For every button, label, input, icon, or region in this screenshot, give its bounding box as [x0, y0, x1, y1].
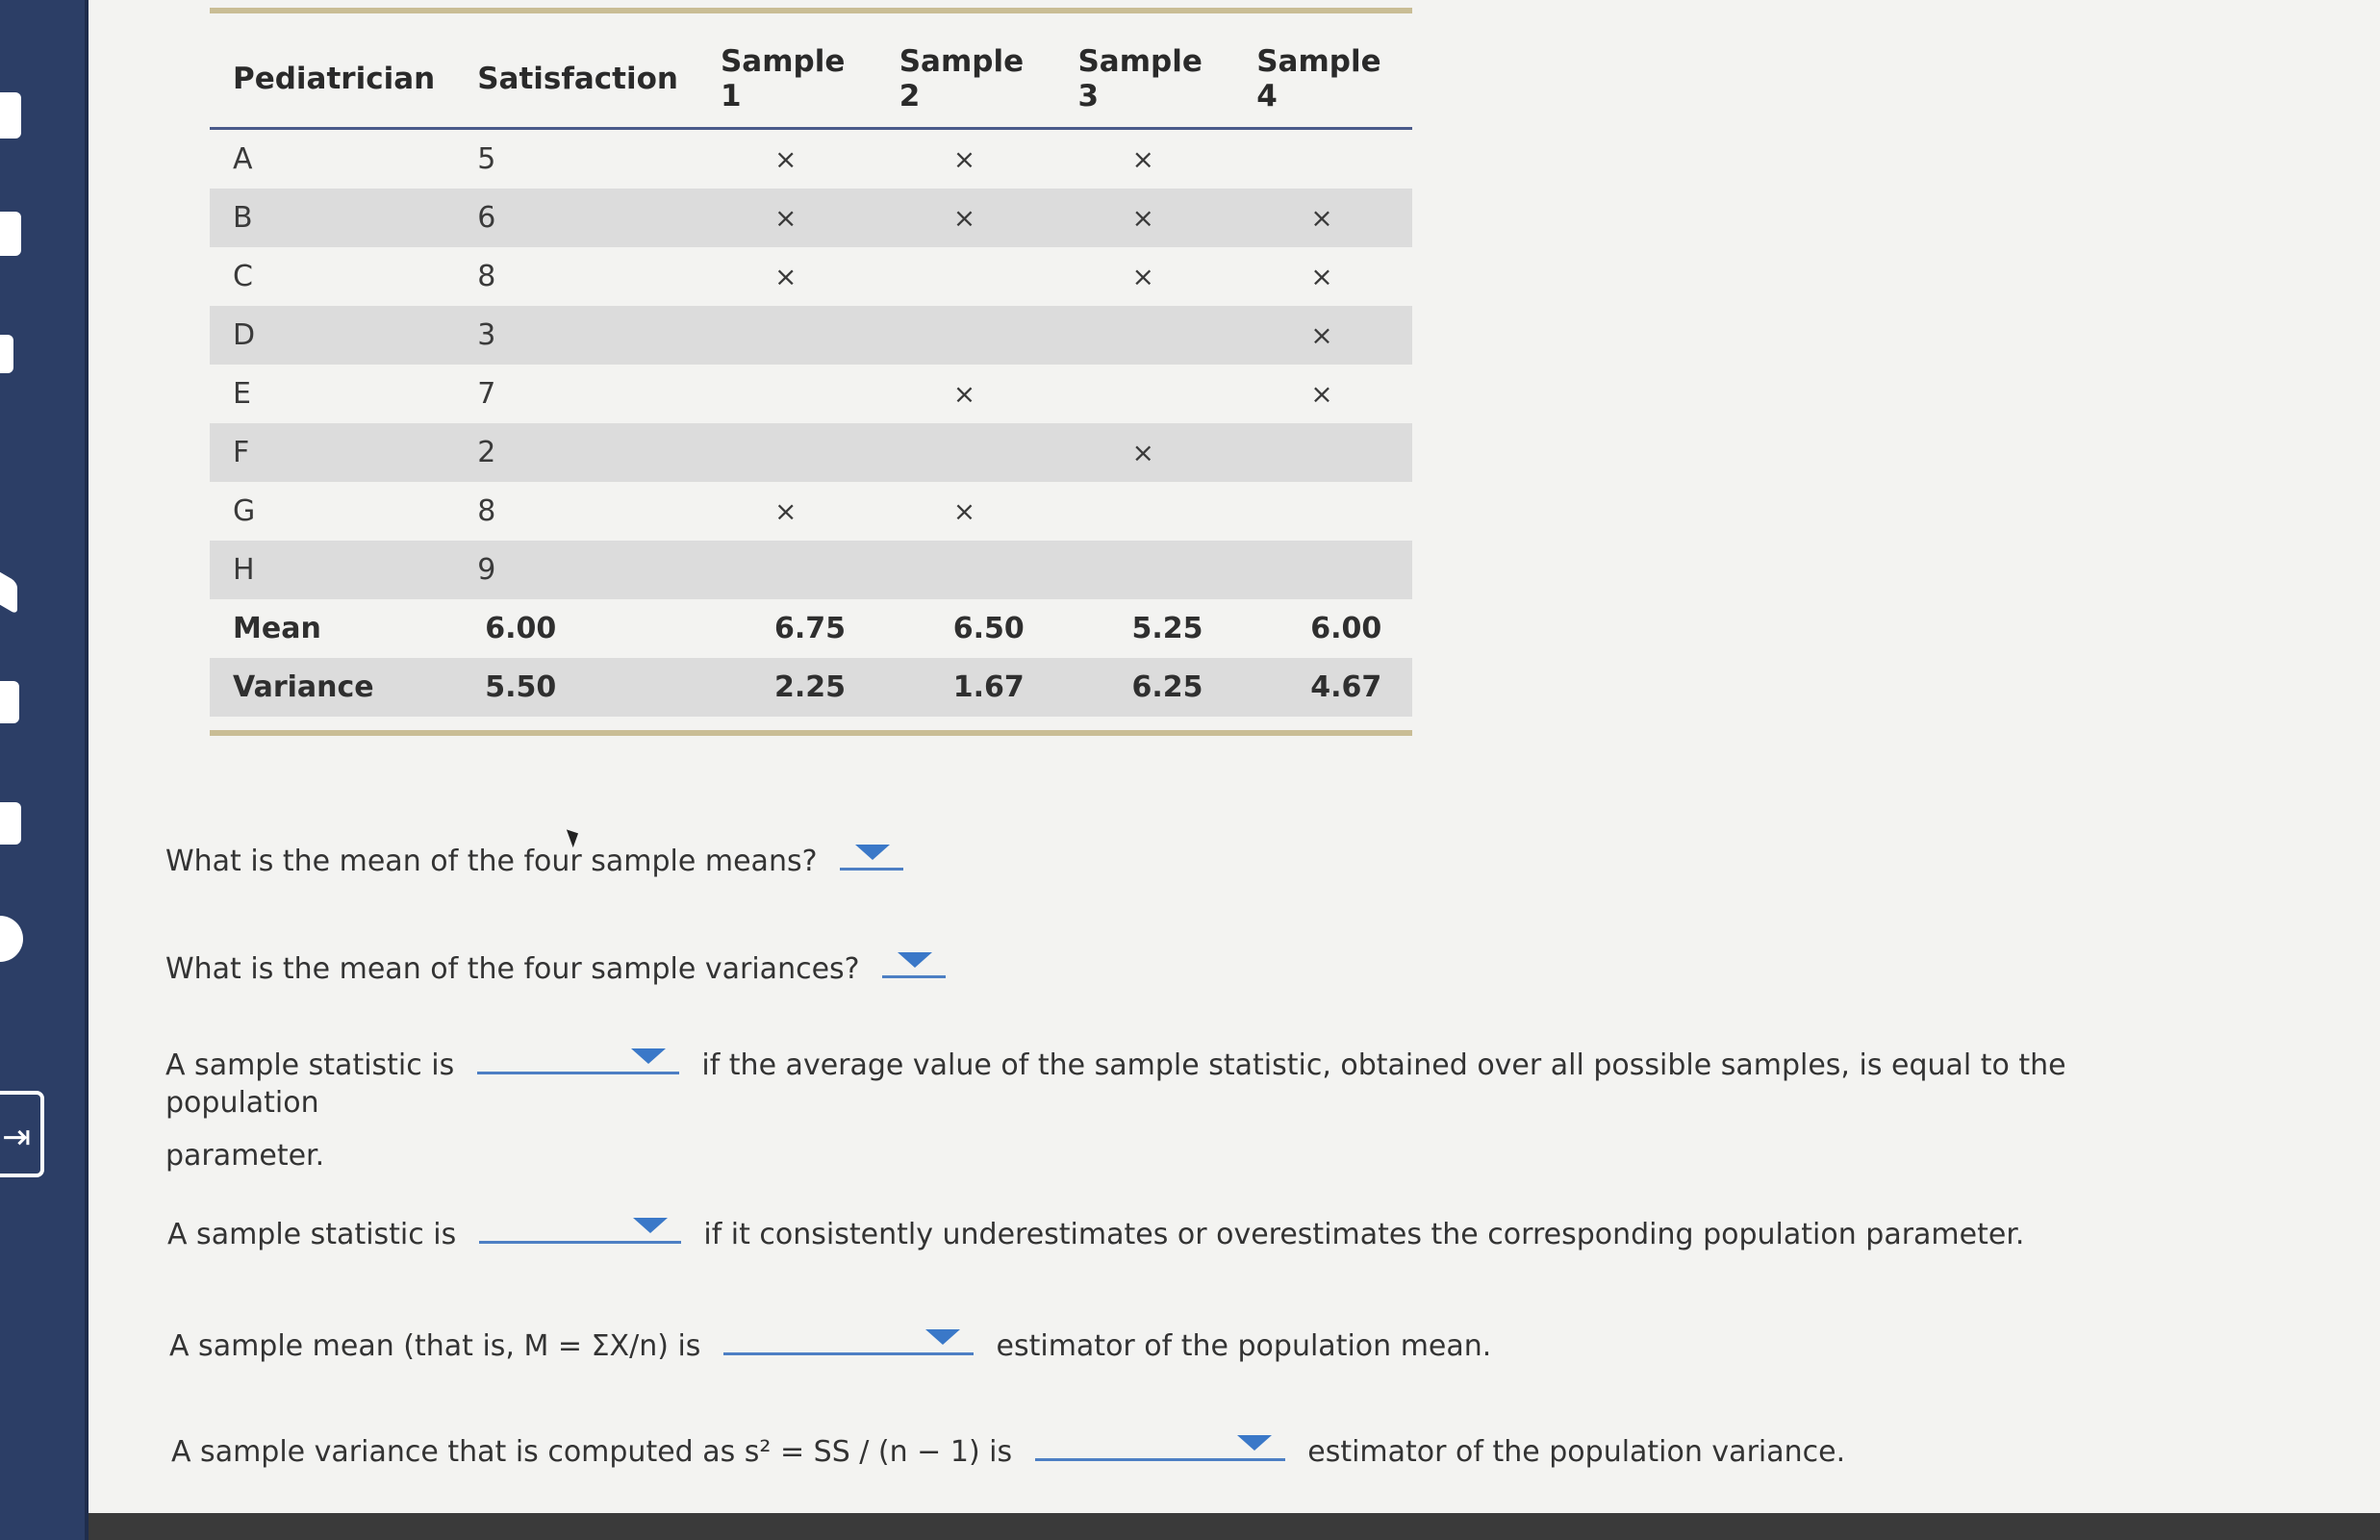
- sample-1-cell: ×: [773, 261, 798, 292]
- sample-4-cell: [1233, 482, 1412, 541]
- question-biased-definition: [167, 1208, 2024, 1253]
- question-text: What is the mean of the four sample variances?: [165, 952, 860, 986]
- left-sidebar: [0, 0, 89, 1540]
- sample-1-cell: ×: [773, 495, 798, 527]
- table-row: [210, 423, 1412, 482]
- question-text-after: estimator of the population variance.: [1307, 1435, 1846, 1469]
- column-header: Sample 3: [1054, 35, 1233, 129]
- share-icon[interactable]: [0, 681, 19, 723]
- sample-mean-estimator-dropdown[interactable]: [723, 1320, 974, 1355]
- summary-label: Variance: [210, 658, 454, 717]
- satisfaction-cell: 2: [454, 423, 697, 482]
- table-row: [210, 365, 1412, 423]
- sample-3-cell: ×: [1131, 143, 1154, 175]
- column-header: Sample 2: [876, 35, 1055, 129]
- sample-2-cell: [876, 247, 1055, 306]
- summary-value: 2.25: [697, 658, 876, 717]
- sample-4-cell: [1233, 129, 1412, 189]
- summary-value: 6.00: [1310, 612, 1382, 645]
- summary-value: 6.00: [485, 612, 557, 645]
- table-bottom-rule: [210, 730, 1412, 736]
- summary-value: 6.50: [952, 612, 1025, 645]
- chevron-down-icon: [633, 1218, 668, 1233]
- book-icon[interactable]: [0, 212, 21, 256]
- bottom-bar: [89, 1513, 2380, 1540]
- sample-4-cell: [1233, 541, 1412, 599]
- sample-1-cell: [697, 423, 876, 482]
- satisfaction-cell: 3: [454, 306, 697, 365]
- question-text-before: A sample statistic is: [165, 1048, 455, 1082]
- chevron-down-icon: [631, 1048, 666, 1064]
- sample-1-cell: [697, 541, 876, 599]
- pediatrician-cell: D: [210, 306, 454, 365]
- satisfaction-cell: 7: [477, 377, 496, 411]
- unbiased-definition-dropdown[interactable]: [477, 1039, 679, 1074]
- sample-variance-estimator-dropdown[interactable]: [1035, 1426, 1285, 1461]
- pediatrician-cell: C: [233, 260, 253, 293]
- question-text-after: if the average value of the sample statistic, obtained over all possible samples, is equal to the population: [165, 1048, 2066, 1120]
- table-row: [210, 129, 1412, 189]
- question-sample-variance-estimator: [171, 1426, 1845, 1471]
- sample-1-cell: [697, 365, 876, 423]
- satisfaction-cell: 5: [477, 142, 496, 176]
- chevron-down-icon: [898, 952, 932, 968]
- variance-row: [210, 658, 1412, 717]
- table-top-rule: [210, 8, 1412, 13]
- question-text-before: A sample mean (that is, M = ΣX/n) is: [169, 1329, 701, 1363]
- sample-3-cell: [1054, 541, 1233, 599]
- column-header: Sample 1: [697, 35, 876, 129]
- sample-4-cell: ×: [1233, 189, 1412, 247]
- question-unbiased-definition: [165, 1039, 2147, 1174]
- table-row: [210, 306, 1412, 365]
- question-text-after: if it consistently underestimates or overestimates the corresponding population parameter.: [703, 1218, 2025, 1251]
- data-table: [210, 35, 1412, 717]
- folder-icon[interactable]: [0, 802, 21, 845]
- sample-2-cell: [876, 306, 1055, 365]
- pencil-icon[interactable]: [0, 572, 17, 615]
- sample-2-cell: ×: [952, 495, 976, 527]
- pediatrician-cell: A: [233, 142, 253, 176]
- question-text-before: A sample variance that is computed as s² = SS / (n − 1) is: [171, 1435, 1013, 1469]
- exit-icon[interactable]: ⇥: [0, 1091, 44, 1177]
- sample-3-cell: ×: [1054, 423, 1233, 482]
- chevron-down-icon: [925, 1329, 960, 1345]
- pediatrician-cell: G: [233, 494, 256, 528]
- satisfaction-cell: 9: [454, 541, 697, 599]
- satisfaction-cell: 8: [477, 260, 496, 293]
- question-text-after: estimator of the population mean.: [996, 1329, 1492, 1363]
- help-icon[interactable]: [0, 916, 23, 962]
- mean-of-means-dropdown[interactable]: [840, 835, 903, 871]
- sample-2-cell: ×: [952, 378, 976, 410]
- panel-icon[interactable]: [0, 92, 21, 139]
- sample-4-cell: ×: [1310, 378, 1333, 410]
- sample-1-cell: ×: [697, 189, 876, 247]
- table-row: [210, 189, 1412, 247]
- sample-2-cell: [876, 423, 1055, 482]
- question-sample-mean-estimator: [169, 1320, 1491, 1365]
- sample-3-cell: [1054, 482, 1233, 541]
- question-mean-of-variances: [165, 943, 946, 988]
- column-header: Pediatrician: [210, 35, 454, 129]
- summary-label: Mean: [233, 612, 321, 645]
- table-row: [210, 482, 1412, 541]
- summary-value: 5.50: [454, 658, 697, 717]
- sample-3-cell: ×: [1054, 189, 1233, 247]
- sample-4-cell: ×: [1310, 261, 1333, 292]
- table-row: [210, 541, 1412, 599]
- column-header: Sample 4: [1233, 35, 1412, 129]
- question-text-line2: parameter.: [165, 1139, 325, 1173]
- pediatrician-cell: E: [233, 377, 251, 411]
- summary-value: 6.25: [1054, 658, 1233, 717]
- chevron-down-icon: [855, 845, 890, 860]
- table-row: [210, 247, 1412, 306]
- summary-value: 5.25: [1131, 612, 1203, 645]
- biased-definition-dropdown[interactable]: [479, 1208, 681, 1244]
- summary-value: 4.67: [1233, 658, 1412, 717]
- sample-2-cell: ×: [876, 189, 1055, 247]
- satisfaction-cell: 6: [454, 189, 697, 247]
- sample-4-cell: [1233, 423, 1412, 482]
- pediatrician-cell: B: [210, 189, 454, 247]
- mean-of-variances-dropdown[interactable]: [882, 943, 946, 978]
- table-header-row: [210, 35, 1412, 129]
- sample-3-cell: ×: [1131, 261, 1154, 292]
- question-mean-of-means: [165, 835, 903, 880]
- question-text-before: A sample statistic is: [167, 1218, 457, 1251]
- sample-4-cell: ×: [1233, 306, 1412, 365]
- pediatrician-cell: H: [210, 541, 454, 599]
- sample-2-cell: [876, 541, 1055, 599]
- summary-value: 1.67: [876, 658, 1055, 717]
- sample-1-cell: ×: [773, 143, 798, 175]
- column-header: Satisfaction: [454, 35, 697, 129]
- sample-2-cell: ×: [952, 143, 976, 175]
- sample-3-cell: [1054, 306, 1233, 365]
- chevron-down-icon: [1237, 1435, 1272, 1451]
- summary-value: 6.75: [773, 612, 846, 645]
- sample-3-cell: [1054, 365, 1233, 423]
- mean-row: [210, 599, 1412, 658]
- data-table-container: [210, 8, 1412, 736]
- sample-1-cell: [697, 306, 876, 365]
- question-text: What is the mean of the four sample means?: [165, 845, 818, 878]
- calculator-icon[interactable]: [0, 335, 13, 373]
- pediatrician-cell: F: [210, 423, 454, 482]
- satisfaction-cell: 8: [477, 494, 496, 528]
